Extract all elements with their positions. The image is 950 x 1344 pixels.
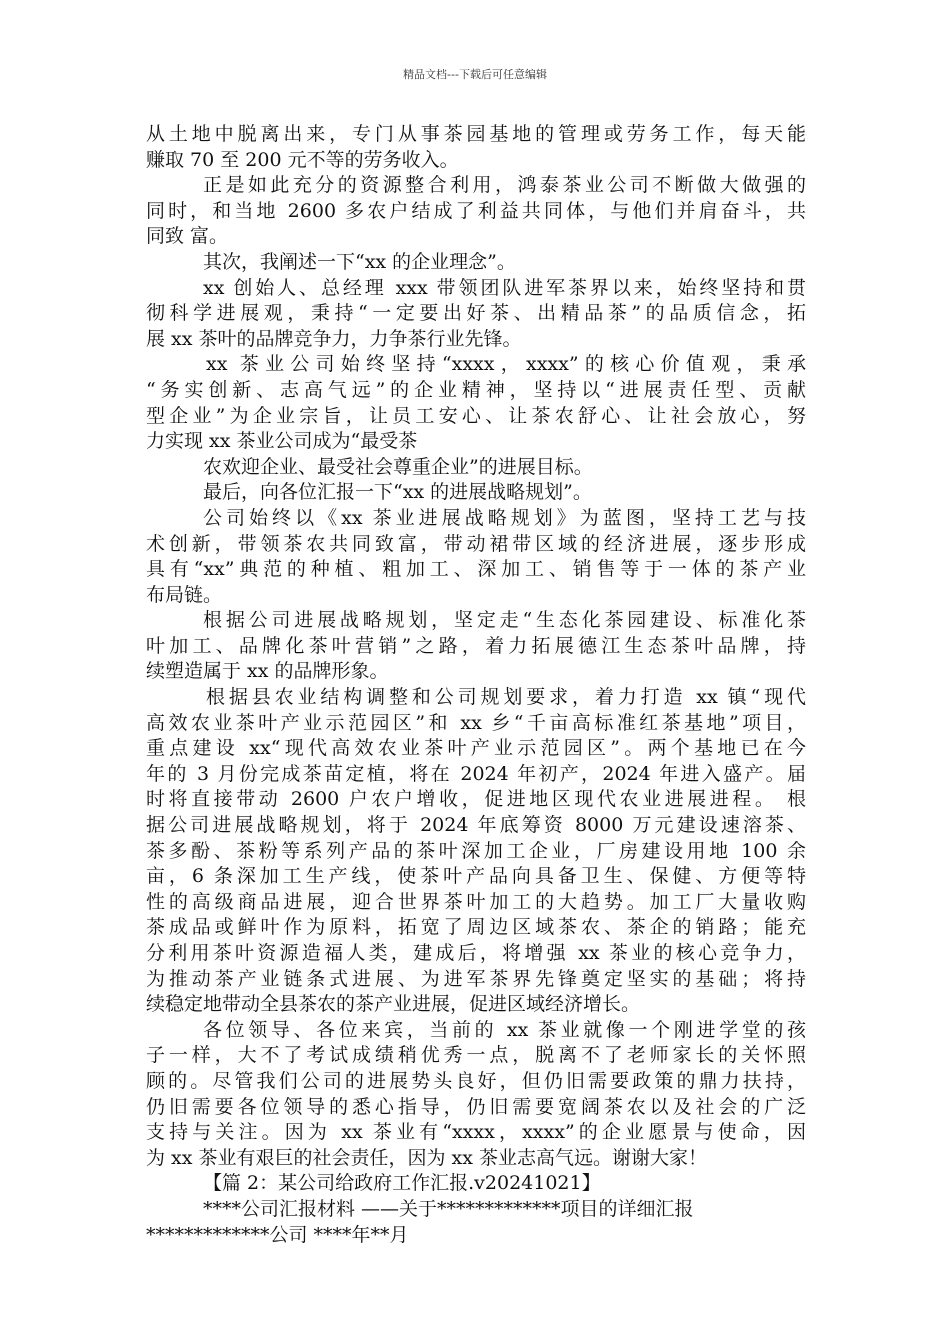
text-line: 型企业”为企业宗旨，让员工安心、让茶农舒心、让社会放心，努 bbox=[146, 404, 806, 427]
text-line: xx 茶业公司始终坚持“xxxx，xxxx”的核心价值观，秉承 bbox=[206, 353, 806, 376]
text-line: *************公司 ****年**月 bbox=[146, 1223, 409, 1246]
text-line: 彻科学进展观，秉持“一定要出好茶、出精品茶”的品质信念，拓 bbox=[146, 302, 806, 325]
text-line: 农欢迎企业、最受社会尊重企业”的进展目标。 bbox=[203, 455, 593, 478]
text-line: 同致 富。 bbox=[146, 225, 229, 248]
text-line: 为 xx 茶业有艰巨的社会责任，因为 xx 茶业志高气远。谢谢大家！ bbox=[146, 1146, 708, 1169]
text-line: 为推动茶产业链条式进展、为进军茶界先锋奠定坚实的基础；将持 bbox=[146, 967, 806, 990]
text-line: 具有“xx”典范的种植、粗加工、深加工、销售等于一体的茶产业 bbox=[146, 558, 806, 581]
text-line: 顾的。尽管我们公司的进展势头良好，但仍旧需要政策的鼎力扶持， bbox=[146, 1069, 806, 1092]
text-line: 叶加工、品牌化茶叶营销”之路，着力拓展德江生态茶叶品牌，持 bbox=[146, 634, 806, 657]
page-header: 精品文档---下载后可任意编辑 bbox=[403, 68, 547, 81]
text-line: 从土地中脱离出来，专门从事茶园基地的管理或劳务工作，每天能 bbox=[146, 123, 806, 145]
text-line: 力实现 xx 茶业公司成为“最受茶 bbox=[146, 430, 418, 453]
document-body bbox=[146, 122, 806, 1248]
text-line: 续稳定地带动全县茶农的茶产业进展，促进区域经济增长。 bbox=[146, 993, 641, 1016]
text-line: 术创新，带领茶农共同致富，带动裙带区域的经济进展，逐步形成 bbox=[146, 532, 806, 555]
text-line: 各位领导、各位来宾，当前的 xx 茶业就像一个刚进学堂的孩 bbox=[203, 1018, 806, 1041]
text-line: 同时，和当地 2600 多农户结成了利益共同体，与他们并肩奋斗，共 bbox=[146, 199, 806, 222]
text-line: 展 xx 茶叶的品牌竞争力，力争茶行业先锋。 bbox=[146, 327, 522, 350]
text-line: ****公司汇报材料 ——关于*************项目的详细汇报 bbox=[203, 1197, 694, 1220]
text-line: 根据公司进展战略规划，坚定走“生态化茶园建设、标准化茶 bbox=[203, 609, 806, 632]
text-line: 高效农业茶叶产业示范园区”和 xx 乡“千亩高标准红茶基地”项目， bbox=[146, 711, 806, 734]
text-line: 茶成品或鲜叶作为原料，拓宽了周边区域茶农、茶企的销路；能充 bbox=[146, 916, 806, 939]
text-line: 支持与关注。因为 xx 茶业有“xxxx，xxxx”的企业愿景与使命，因 bbox=[146, 1121, 806, 1144]
text-line: 赚取 70 至 200 元不等的劳务收入。 bbox=[146, 148, 459, 171]
text-line: 据公司进展战略规划，将于 2024 年底筹资 8000 万元建设速溶茶、 bbox=[146, 814, 806, 837]
text-line: 公司始终以《xx 茶业进展战略规划》为蓝图，坚持工艺与技 bbox=[203, 506, 806, 529]
text-line: 分利用茶叶资源造福人类，建成后，将增强 xx 茶业的核心竞争力， bbox=[146, 942, 806, 964]
text-line: 最后，向各位汇报一下“xx 的进展战略规划”。 bbox=[203, 481, 592, 504]
text-line: 仍旧需要各位领导的悉心指导，仍旧需要宽阔茶农以及社会的广泛 bbox=[146, 1095, 806, 1118]
text-line: 重点建设 xx“现代高效农业茶叶产业示范园区”。两个基地已在今 bbox=[146, 737, 806, 760]
text-line: 续塑造属于 xx 的品牌形象。 bbox=[146, 660, 389, 683]
text-line: “务实创新、志高气远”的企业精神，坚持以“进展责任型、贡献 bbox=[146, 378, 806, 401]
text-line: xx 创始人、总经理 xxx 带领团队进军茶界以来，始终坚持和贯 bbox=[203, 276, 806, 299]
text-line: 时将直接带动 2600 户农户增收，促进地区现代农业进展进程。 根 bbox=[146, 788, 806, 811]
text-line: 子一样，大不了考试成绩稍优秀一点，脱离不了老师家长的关怀照 bbox=[146, 1044, 806, 1067]
text-line: 年的 3 月份完成茶苗定植，将在 2024 年初产，2024 年进入盛产。届 bbox=[146, 762, 806, 785]
text-line: 性的高级商品进展，迎合世界茶叶加工的大趋势。加工厂大量收购 bbox=[146, 890, 806, 913]
text-line: 正是如此充分的资源整合利用，鸿泰茶业公司不断做大做强的 bbox=[203, 174, 806, 197]
text-line: 根据县农业结构调整和公司规划要求，着力打造 xx 镇“现代 bbox=[206, 686, 806, 709]
text-line: 茶多酚、茶粉等系列产品的茶叶深加工企业，厂房建设用地 100 余 bbox=[146, 839, 806, 862]
text-line: 亩，6 条深加工生产线，使茶叶产品向具备卫生、保健、方便等特 bbox=[146, 865, 806, 888]
text-line: 其次，我阐述一下“xx 的企业理念”。 bbox=[203, 250, 516, 273]
text-line: 布局链。 bbox=[146, 583, 223, 606]
text-line: 【篇 2：某公司给政府工作汇报.v20241021】 bbox=[203, 1172, 601, 1195]
